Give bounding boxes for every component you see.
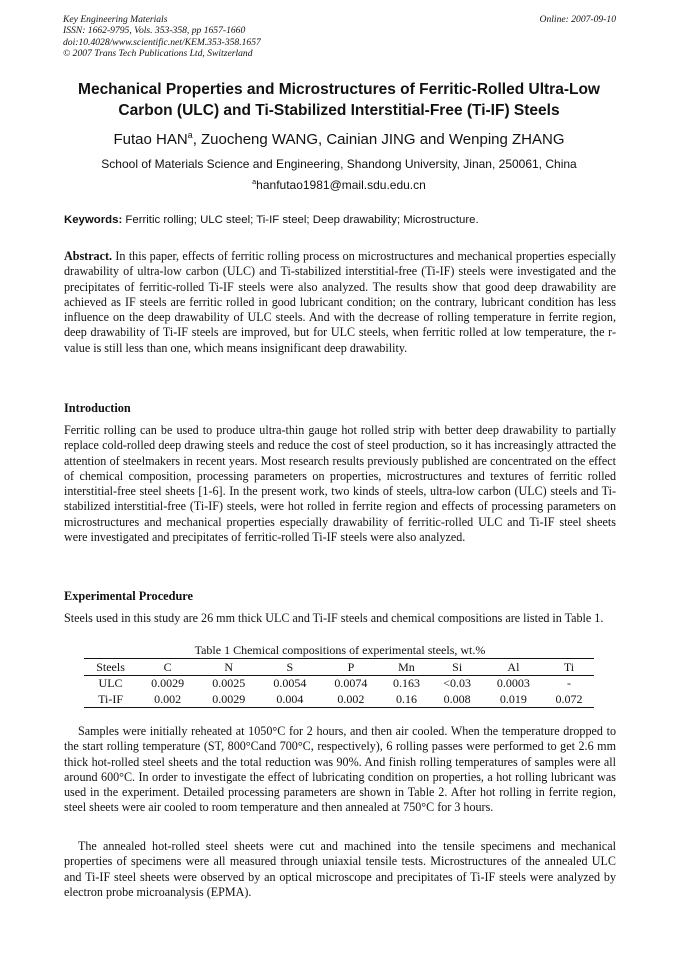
experimental-heading: Experimental Procedure	[64, 589, 193, 603]
journal-name: Key Engineering Materials	[63, 14, 168, 25]
online-date: Online: 2007-09-10	[539, 14, 616, 25]
experimental-intro: Steels used in this study are 26 mm thick ULC and Ti-IF steels and chemical compositions are listed in Table 1.	[64, 611, 604, 625]
experimental-paragraph-2: The annealed hot-rolled steel sheets were cut and machined into the tensile specimens and mechanical properties of specimens were all measured through uniaxial tensile tests. Microstructures of the annealed ULC and Ti-IF steel sheets were observed by an optical microscope and precipitates of Ti-IF steels were analyzed by electron probe microanalysis (EPMA).	[64, 839, 616, 899]
introduction-heading: Introduction	[64, 401, 131, 415]
table-cell: 0.004	[259, 692, 320, 708]
table1-header-cell: C	[137, 659, 198, 676]
email-mark: a	[252, 177, 257, 186]
abstract-text: In this paper, effects of ferritic rolling process on microstructures and mechanical properties especially drawability of ultra-low carbon (ULC) and Ti-stabilized interstitial-free (Ti-IF) steels were investigated and the precipitates of ferritic-rolled Ti-IF steels were also analyzed. The results show that good deep drawability are achieved as IF steels are ferritic rolled in good lubricant condition; on the contrary, lubricant condition has less influence on the deep drawability of ULC steels. And with the decrease of rolling temperature in ferrite region, deep drawability of Ti-IF steels are improved, but for ULC steels, when ferritic rolled at low temperature, the r-value is still less than one, which means insignificant deep drawability.	[64, 249, 616, 355]
table-cell: 0.0054	[273, 676, 307, 691]
title-line-1: Mechanical Properties and Microstructures of Ferritic-Rolled Ultra-Low	[78, 81, 600, 98]
table1-header-cell: S	[259, 659, 320, 676]
issn-line: ISSN: 1662-9795, Vols. 353-358, pp 1657-1660	[63, 25, 246, 37]
affiliation: School of Materials Science and Engineering, Shandong University, Jinan, 250061, China	[101, 157, 577, 171]
first-author: Futao HAN	[113, 131, 188, 148]
table-row	[84, 692, 594, 708]
table-cell: 0.019	[483, 692, 544, 708]
keywords-text: Ferritic rolling; ULC steel; Ti-IF steel; Deep drawability; Microstructure.	[122, 214, 479, 226]
keywords-label: Keywords:	[64, 214, 123, 226]
table1-header-cell: Mn	[381, 659, 431, 676]
table-cell: 0.163	[392, 676, 420, 691]
table-cell: <0.03	[443, 676, 472, 691]
copyright-line: © 2007 Trans Tech Publications Ltd, Switzerland	[63, 48, 253, 60]
table-cell: Ti-IF	[84, 692, 137, 708]
table-cell: 0.0029	[151, 676, 185, 691]
first-author-mark: a	[187, 130, 193, 140]
doi-line: doi:10.4028/www.scientific.net/KEM.353-358.1657	[63, 36, 261, 48]
experimental-paragraph-1: Samples were initially reheated at 1050°C for 2 hours, and then air cooled. When the temperature dropped to the start rolling temperature (ST, 800°Cand 700°C, respectively), 6 rolling passes were performed to get 2.6 mm thick hot-rolled steel sheets and the total reduction was 90%. And finish rolling temperatures of samples were all around 600°C. In order to investigate the effect of lubricating condition on properties, a hot rolling lubricant was used in the experiment. Detailed processing parameters are shown in Table 2. After hot rolling in ferrite region, steel sheets were air cooled to room temperature and then annealed at 750°C for 3 hours.	[64, 724, 616, 815]
table-cell: 0.0074	[334, 676, 368, 691]
table-cell: 0.072	[544, 692, 594, 708]
other-authors: , Zuocheng WANG, Cainian JING and Wenping ZHANG	[192, 131, 565, 148]
paper-title	[60, 80, 618, 121]
table1-header-cell: P	[320, 659, 381, 676]
table1-header-cell: Steels	[84, 659, 137, 676]
table1-header-cell: Al	[483, 659, 544, 676]
email-address: hanfutao1981@mail.sdu.edu.cn	[256, 178, 426, 192]
introduction-text: Ferritic rolling can be used to produce ultra-thin gauge hot rolled strip with better deep drawability to partially replace cold-rolled deep drawing steels and reduce the cost of steel production, so it has increasingly attracted the attention of steelmakers in recent years. Most research results previously published are concentrated on the effect of chemical composition, processing parameters on properties, microstructures and textures of ferritic rolled interstitial-free steel sheets [1-6]. In the present work, two kinds of steels, ultra-low carbon (ULC) steels and Ti-stabilized interstitial-free (Ti-IF) steels, were hot rolled in ferrite region and effects of processing parameters on microstructures and mechanical properties especially drawability of ferritic-rolled ULC and Ti-IF steel sheets were investigated and precipitates of ferritic-rolled Ti-IF steels were also analyzed.	[64, 423, 616, 545]
table-cell: 0.16	[381, 692, 431, 708]
table-cell: ULC	[98, 676, 123, 691]
table-row	[84, 676, 594, 692]
table-cell: 0.0029	[198, 692, 259, 708]
table1-caption: Table 1 Chemical compositions of experimental steels, wt.%	[194, 643, 486, 657]
table-cell: 0.002	[320, 692, 381, 708]
table-cell: -	[566, 676, 571, 691]
title-line-2: Carbon (ULC) and Ti-Stabilized Interstitial-Free (Ti-IF) Steels	[118, 101, 560, 119]
author-list	[60, 131, 618, 148]
table-cell: 0.002	[137, 692, 198, 708]
table-cell: 0.0025	[212, 676, 246, 691]
table1-header-cell: N	[198, 659, 259, 676]
table1-header-cell: Ti	[544, 659, 594, 676]
abstract-label: Abstract.	[64, 249, 113, 263]
table1	[84, 658, 594, 708]
abstract	[64, 249, 616, 356]
table-cell: 0.008	[431, 692, 482, 708]
journal-header	[63, 14, 618, 60]
author-email	[60, 178, 618, 192]
table1-header-cell: Si	[431, 659, 482, 676]
table-cell: 0.0003	[496, 676, 530, 691]
keywords	[64, 214, 620, 226]
table1-header-row	[84, 659, 594, 676]
